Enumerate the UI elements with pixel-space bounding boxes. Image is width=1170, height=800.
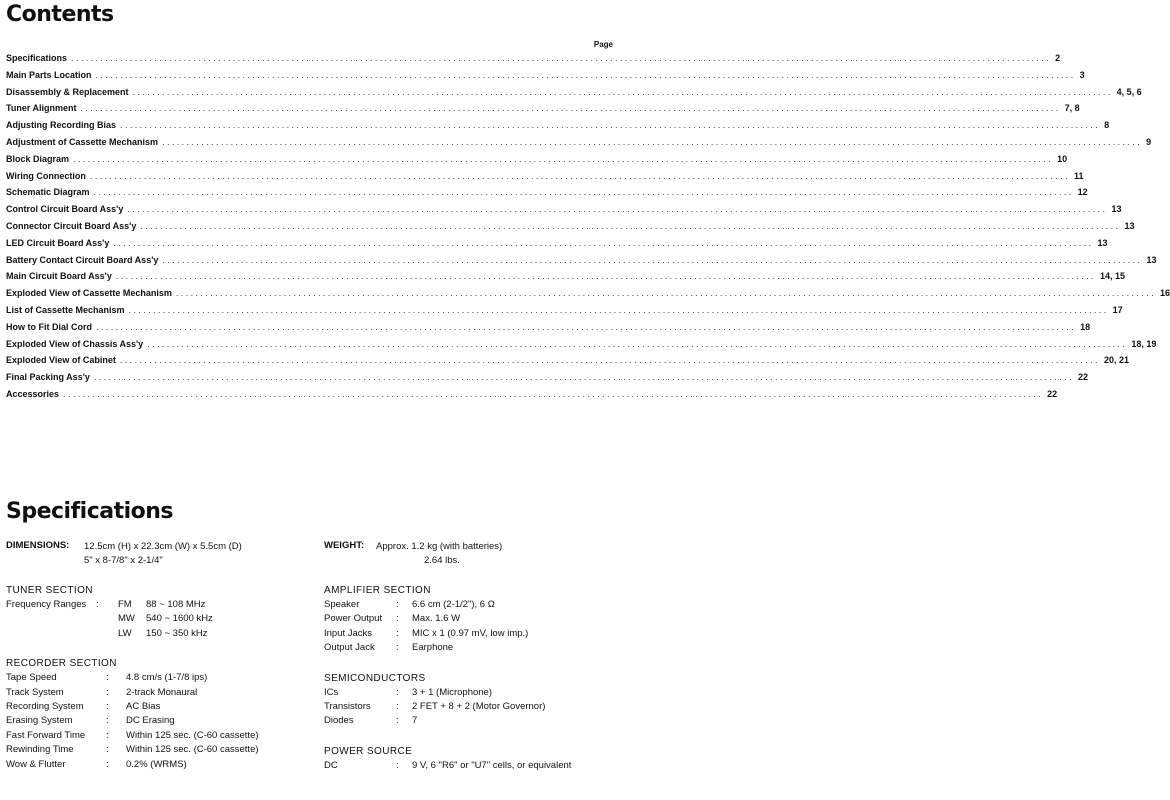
spec-label: DC bbox=[324, 759, 338, 771]
toc-entry-page: 13 bbox=[1111, 204, 1122, 215]
contents-heading: Contents bbox=[6, 2, 114, 27]
spec-label: Diodes bbox=[324, 715, 354, 727]
toc-entry-page: 17 bbox=[1112, 304, 1123, 315]
toc-entry-page: 16 bbox=[1160, 288, 1170, 299]
dimensions-label: DIMENSIONS: bbox=[6, 540, 70, 551]
spec-value: Earphone bbox=[412, 642, 454, 654]
toc-leader-dots: ........................................................................................................................................................................................................ bbox=[71, 53, 1052, 63]
spec-row bbox=[324, 686, 624, 700]
specs-left-column bbox=[6, 540, 316, 772]
spec-row bbox=[6, 758, 316, 772]
toc-entry-page: 22 bbox=[1047, 388, 1058, 399]
toc-entry bbox=[6, 237, 1108, 255]
spec-row bbox=[324, 714, 624, 728]
spec-separator: : bbox=[396, 686, 399, 698]
toc-leader-dots: ........................................................................................................................................................................................................ bbox=[119, 355, 1100, 366]
table-of-contents bbox=[6, 53, 1170, 406]
spec-separator: : bbox=[396, 627, 399, 639]
toc-entry-page: 4, 5, 6 bbox=[1116, 86, 1142, 97]
toc-entry bbox=[6, 69, 1085, 87]
frequency-range: 88 ~ 108 MHz bbox=[146, 599, 206, 610]
weight-label: WEIGHT: bbox=[324, 540, 365, 551]
spec-separator: : bbox=[106, 729, 109, 741]
toc-leader-dots: ........................................................................................................................................................................................................ bbox=[140, 220, 1121, 231]
spec-row bbox=[6, 627, 316, 641]
spec-separator: : bbox=[106, 701, 109, 713]
semiconductors-section-heading: SEMICONDUCTORS bbox=[324, 672, 426, 684]
spec-row bbox=[6, 714, 316, 728]
toc-entry-title: Main Circuit Board Ass'y bbox=[6, 271, 112, 282]
toc-entry-page: 20, 21 bbox=[1103, 355, 1129, 366]
toc-leader-dots: ........................................................................................................................................................................................................ bbox=[128, 304, 1109, 315]
spec-row bbox=[324, 700, 624, 714]
toc-leader-dots: ........................................................................................................................................................................................................ bbox=[120, 120, 1101, 131]
spec-separator: : bbox=[396, 613, 399, 625]
toc-leader-dots: ........................................................................................................................................................................................................ bbox=[113, 237, 1094, 248]
spec-label: ICs bbox=[324, 686, 339, 698]
spec-label: Power Output bbox=[324, 613, 383, 625]
spec-label: Tape Speed bbox=[6, 672, 57, 684]
weight-block bbox=[324, 540, 624, 568]
spec-row bbox=[6, 598, 316, 612]
recorder-section bbox=[6, 671, 316, 772]
toc-entry bbox=[6, 120, 1110, 137]
toc-entry-title: Wiring Connection bbox=[6, 170, 86, 181]
spec-value: 2-track Monaural bbox=[126, 686, 198, 698]
toc-entry-page: 18 bbox=[1080, 321, 1091, 332]
spec-label: Wow & Flutter bbox=[6, 758, 66, 770]
spec-row bbox=[6, 700, 316, 714]
specifications-heading: Specifications bbox=[6, 499, 174, 524]
toc-entry-page: 13 bbox=[1146, 254, 1157, 265]
power-source-section-heading: POWER SOURCE bbox=[324, 745, 413, 757]
frequency-band: LW bbox=[118, 627, 132, 639]
toc-leader-dots: ........................................................................................................................................................................................................ bbox=[132, 86, 1113, 97]
toc-entry-page: 9 bbox=[1146, 136, 1152, 147]
frequency-band: MW bbox=[118, 613, 135, 625]
toc-entry-page: 8 bbox=[1104, 120, 1110, 131]
toc-entry-page: 2 bbox=[1055, 53, 1061, 63]
toc-entry-page: 22 bbox=[1077, 372, 1088, 383]
page-column-label: Page bbox=[593, 40, 613, 49]
dimensions-metric: 12.5cm (H) x 22.3cm (W) x 5.5cm (D) bbox=[84, 541, 242, 552]
spec-value: 0.2% (WRMS) bbox=[126, 758, 187, 770]
toc-leader-dots: ........................................................................................................................................................................................................ bbox=[95, 69, 1076, 80]
toc-entry-page: 7, 8 bbox=[1064, 103, 1080, 114]
frequency-range: 540 ~ 1600 kHz bbox=[146, 613, 213, 625]
tuner-section bbox=[6, 598, 316, 641]
toc-entry-title: Main Parts Location bbox=[6, 69, 92, 80]
toc-entry bbox=[6, 103, 1080, 120]
toc-leader-dots: ........................................................................................................................................................................................................ bbox=[162, 254, 1143, 265]
spec-label: Transistors bbox=[324, 701, 371, 713]
toc-leader-dots: ........................................................................................................................................................................................................ bbox=[175, 288, 1156, 299]
toc-leader-dots: ........................................................................................................................................................................................................ bbox=[89, 170, 1071, 181]
spec-label: Output Jack bbox=[324, 642, 375, 654]
power-source-section bbox=[324, 759, 624, 773]
toc-entry-page: 12 bbox=[1077, 187, 1088, 198]
toc-entry bbox=[6, 338, 1157, 356]
spec-value: 3 + 1 (Microphone) bbox=[412, 686, 492, 698]
toc-entry-page: 11 bbox=[1074, 170, 1084, 181]
toc-entry-title: How to Fit Dial Cord bbox=[6, 321, 92, 332]
spec-value: DC Erasing bbox=[126, 715, 175, 727]
spec-row bbox=[6, 729, 316, 743]
frequency-range: 150 ~ 350 kHz bbox=[146, 627, 208, 639]
toc-entry bbox=[6, 271, 1125, 288]
tuner-section-heading: TUNER SECTION bbox=[6, 585, 93, 596]
spec-value: Max. 1.6 W bbox=[412, 613, 461, 625]
spec-value: 2 FET + 8 + 2 (Motor Governor) bbox=[412, 701, 546, 713]
toc-entry bbox=[6, 86, 1142, 104]
spec-row bbox=[6, 743, 316, 757]
toc-entry bbox=[6, 304, 1123, 322]
spec-label: Fast Forward Time bbox=[6, 729, 86, 741]
spec-row bbox=[324, 598, 624, 612]
toc-entry bbox=[6, 372, 1088, 389]
spec-label: Input Jacks bbox=[324, 627, 373, 639]
toc-leader-dots: ........................................................................................................................................................................................................ bbox=[63, 388, 1044, 399]
toc-entry-page: 10 bbox=[1057, 153, 1068, 164]
spec-row bbox=[6, 612, 316, 626]
toc-entry bbox=[6, 220, 1135, 238]
toc-entry-title: Exploded View of Cabinet bbox=[6, 355, 116, 366]
toc-entry-title: Connector Circuit Board Ass'y bbox=[6, 220, 137, 231]
toc-leader-dots: ........................................................................................................................................................................................................ bbox=[162, 136, 1143, 147]
spec-separator: : bbox=[96, 599, 99, 610]
spec-separator: : bbox=[106, 672, 109, 684]
weight-metric: Approx. 1.2 kg (with batteries) bbox=[376, 541, 503, 552]
toc-entry-title: Disassembly & Replacement bbox=[6, 86, 129, 97]
toc-entry bbox=[6, 388, 1058, 406]
toc-entry-title: Adjustment of Cassette Mechanism bbox=[6, 136, 159, 147]
toc-entry-title: Schematic Diagram bbox=[6, 187, 90, 198]
toc-entry-page: 14, 15 bbox=[1099, 271, 1125, 282]
semiconductors-section bbox=[324, 686, 624, 729]
spec-separator: : bbox=[106, 744, 109, 756]
specs-right-column bbox=[324, 540, 624, 773]
toc-entry bbox=[6, 254, 1157, 272]
toc-leader-dots: ........................................................................................................................................................................................................ bbox=[115, 271, 1096, 282]
spec-value: AC Bias bbox=[126, 701, 161, 713]
spec-label: Track System bbox=[6, 686, 64, 698]
amplifier-section bbox=[324, 598, 624, 656]
spec-value: 7 bbox=[412, 715, 418, 727]
toc-entry bbox=[6, 204, 1122, 221]
toc-leader-dots: ........................................................................................................................................................................................................ bbox=[73, 153, 1054, 164]
spec-value: Within 125 sec. (C-60 cassette) bbox=[126, 744, 259, 756]
dimensions-imperial: 5" x 8-7/8" x 2-1/4" bbox=[84, 555, 163, 566]
toc-entry-page: 13 bbox=[1097, 237, 1108, 248]
spec-value: Within 125 sec. (C-60 cassette) bbox=[126, 729, 259, 741]
frequency-band: FM bbox=[118, 599, 132, 610]
toc-entry-title: List of Cassette Mechanism bbox=[6, 304, 125, 315]
spec-label: Rewinding Time bbox=[6, 744, 74, 756]
spec-value: MIC x 1 (0.97 mV, low imp.) bbox=[412, 627, 529, 639]
spec-separator: : bbox=[396, 642, 399, 654]
recorder-section-heading: RECORDER SECTION bbox=[6, 658, 117, 670]
toc-entry bbox=[6, 288, 1170, 305]
toc-entry-title: LED Circuit Board Ass'y bbox=[6, 237, 110, 248]
spec-label: Frequency Ranges bbox=[6, 599, 87, 610]
spec-separator: : bbox=[396, 701, 399, 713]
spec-value: 9 V, 6 "R6" or "U7" cells, or equivalent bbox=[412, 759, 572, 771]
toc-entry-title: Battery Contact Circuit Board Ass'y bbox=[6, 254, 159, 265]
toc-entry-title: Block Diagram bbox=[6, 153, 70, 164]
spec-row bbox=[6, 671, 316, 685]
toc-leader-dots: ........................................................................................................................................................................................................ bbox=[93, 187, 1074, 198]
amplifier-section-heading: AMPLIFIER SECTION bbox=[324, 585, 431, 596]
toc-entry-title: Control Circuit Board Ass'y bbox=[6, 204, 124, 215]
toc-entry-title: Final Packing Ass'y bbox=[6, 372, 90, 383]
toc-entry-title: Exploded View of Chassis Ass'y bbox=[6, 338, 144, 349]
spec-row bbox=[324, 627, 624, 641]
spec-row bbox=[324, 612, 624, 626]
spec-separator: : bbox=[106, 686, 109, 698]
toc-leader-dots: ........................................................................................................................................................................................................ bbox=[96, 321, 1077, 332]
toc-entry-title: Specifications bbox=[6, 53, 68, 63]
toc-leader-dots: ........................................................................................................................................................................................................ bbox=[80, 103, 1061, 114]
weight-imperial: 2.64 lbs. bbox=[424, 555, 460, 566]
toc-entry-title: Adjusting Recording Bias bbox=[6, 120, 117, 131]
spec-separator: : bbox=[396, 759, 399, 771]
toc-leader-dots: ........................................................................................................................................................................................................ bbox=[147, 338, 1128, 349]
spec-label: Recording System bbox=[6, 701, 84, 713]
toc-leader-dots: ........................................................................................................................................................................................................ bbox=[93, 372, 1074, 383]
toc-entry-page: 13 bbox=[1124, 220, 1135, 231]
spec-row bbox=[6, 686, 316, 700]
toc-entry bbox=[6, 187, 1088, 204]
toc-entry-page: 18, 19 bbox=[1131, 338, 1157, 349]
spec-label: Speaker bbox=[324, 599, 360, 610]
toc-entry bbox=[6, 170, 1084, 188]
toc-leader-dots: ........................................................................................................................................................................................................ bbox=[127, 204, 1108, 215]
spec-row bbox=[324, 641, 624, 655]
spec-row bbox=[324, 759, 624, 773]
dimensions-block bbox=[6, 540, 316, 568]
toc-entry bbox=[6, 53, 1061, 70]
toc-entry-title: Exploded View of Cassette Mechanism bbox=[6, 288, 172, 299]
toc-entry bbox=[6, 153, 1068, 171]
toc-entry-title: Accessories bbox=[6, 388, 60, 399]
toc-entry bbox=[6, 355, 1129, 372]
spec-separator: : bbox=[106, 715, 109, 727]
spec-separator: : bbox=[396, 599, 399, 610]
spec-value: 4.8 cm/s (1-7/8 ips) bbox=[126, 672, 208, 684]
toc-entry-title: Tuner Alignment bbox=[6, 103, 77, 114]
spec-label: Erasing System bbox=[6, 715, 73, 727]
toc-entry bbox=[6, 321, 1091, 339]
toc-entry bbox=[6, 136, 1152, 154]
spec-separator: : bbox=[396, 715, 399, 727]
toc-entry-page: 3 bbox=[1079, 69, 1085, 80]
spec-value: 6.6 cm (2-1/2"), 6 Ω bbox=[412, 599, 495, 610]
spec-separator: : bbox=[106, 758, 109, 770]
